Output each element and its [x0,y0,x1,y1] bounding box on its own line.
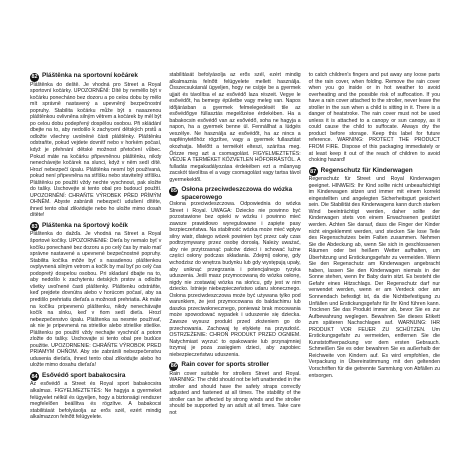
section-body: Rain cover suitable for strollers Street and Royal. WARNING: The child should not be left unattended in the stroller and should have the safety straps correctly adjusted and fastened at all times. The stability of the stroller can be affected by strong winds and the stroller should be supported by an adult at all times. Take care not [169,370,301,417]
section-number-badge: 82 [31,74,38,80]
section-heading [309,167,440,177]
section-body: Pláštenka do dažďa. Je vhodná na Street a Royal športové kočíky. UPOZORNENIE: Dieťa by nemalo byť v kočíku ponechané bez dozoru a po celý čas by malo mať správne nastavené a upevnené bezpečnostné popruhy. Stabilita kočíka môže byť s nasadenou pláštenkou ovplyvnená silným vetrom a kočík by mal byť po celý čas podopretý dospelou osobou. Pri skladaní dbajte na to, aby nedošlo k zachyteniu detských prstov a odložte všetky uvoľnené časti pláštenky. Pláštenku odstráňte, keď prejdete dovnútra alebo v horúcom počasí, aby sa predišlo prehriatiu dieťaťa a možnosti prehriatia. Ak máte na kočíku pripevnenú pláštenku, nikdy nenechávajte kočík na slnku, keď v ňom sedí dieťa. Hrozí nebezpečenstvo úpalu. Pláštenka sa nesmie používať, ak nie je pripevnená na strieške alebo strieške stieške. Pláštenku po použití vždy nechajte vyschnúť a potom zložte do tašky. Uschovajte si tento obal pre budúce použitie. UPOZORNENIE: CHRÁŇTE VÝROBOK PRED PRIAMYM OHŇOM. Aby ste zabránili nebezpečenstvu udusenia dieťaťa, ihned tento obal zlikvidujte alebo ho uložte mimo dosahu dieťaťa! [30,231,162,369]
section-number-badge: 87 [310,168,317,175]
text-columns [30,72,440,421]
section-title: Pláštenka na športový kočík [42,221,128,229]
section-heading [30,222,161,232]
section-body: Pláštěnka do deště. Je vhodná pro Street a Royal sportovní kočárky. UPOZORNĚNÍ: Dítě by neměllo být v kočárku ponecháno bez dozoru a po celou dobu by mělo mít správně nastavený a upevněný bezpečnostní popruhy. Stabilita kočárku může být s nasazenou pláštěnkou ovlivněna silným větrem a kočárek by měl být po celou dobu podepřený dospělou osobou. Při skládání dbejte na to, aby nedošlo k zachycení dětských prstů a odložte všechny uvolněné části pláštěnky. Pláštěnku odstraňte, pokud vejdete dovnitř nebo v horkém počasí, když je přehnání dětské možnost přetočení vůbec. Pokud máte na kočárku připevněnou pláštěnku, nikdy nenechávejte kočárek na slunci, když v něm sedí dítě. Hrozí nebezpečí úpalu. Pláštěnka nesmí být používaná, pokud není připevněna na stříšku nebo stavitelný stříšku. Pláštěnku po použití vždy nechte vyschnout, pak složte do tašky. Uschovejte si tento obal pro budoucí použití. UPOZORNĚNÍ: CHRAŇTE VÝROBEK PŘED PŘÍMÝM OHNĚM. Abyste zabránili nebezpečí udušení dítěte, ihned tento obal zlikvidujte nebo ho uložte mimo dosah dítěte! [30,81,162,219]
column-2 [169,72,301,417]
section-title: Rain cover for sports stroller [181,361,270,369]
section-heading [30,372,161,382]
section-body: Az esővédő a Street és Royal sport babakocsira alkalmas. FIGYELMEZTETÉS: Ne hagyja a gyermeket felügyelet nélkül és ügyeljen, hogy a biztonsági rendszer megfelelően beállítva és rögzítve. A babakocsi stabilitását befolyásolja az erős szél, ezért mindig alkalmazzon felnőtt felügyelete. [30,381,162,421]
section-title: Regenschutz für Kinderwagen [320,166,413,174]
section-number-badge: 85 [170,188,177,195]
section-title: Osłona przeciwdeszczowa do wózka spacerowego [181,186,293,201]
section-body-continued: to catch children's fingers and put away any loose parts of the rain cover, when folding. Remove the rain cover when you go inside or in hot weather to avoid overheating and the possible risk of suffocation. If you have a rain cover attached to the stroller, never leave the stroller in the sun when a child is sitting in it. There is a danger of heatstroke. The rain cover must not be used unless it is attached to a canopy or sun canopy, as it could cause the child to suffocate. Always dry the product before storage. Keep this label for future reference. WARNING: PROTECT THE PRODUCT FROM FIRE. Dispose of this packaging immediately or at least keep it out of the reach of children to avoid choking hazard! [308,72,440,164]
section-body: Regenschutz für Street und Royal Kinderwagen geeignet. HINWEIS: Ihr Kind sollte nicht unbeaufsichtigt im Kinderwagen sitzen und immer mit einem korrekt eingestellten und angelegten Sicherheitsgurt gesichert sein. Die Stabilität des Kinderwagens kann durch starken Wind beeinträchtigt werden, daher sollte der Kinderwagen stets von einem Erwachsenen gestützt werden. Achten Sie darauf, dass die Finger der Kinder nicht eingeklemmt werden, und stecken Sie lose Teile des Regenschutzes beim Falten zusammen. Nehmen Sie die Abdeckung ab, wenn Sie sich in geschlossenen Räumen oder bei heißem Wetter aufhalten, um Überhitzung und Erstickungsgefahr zu vermeiden. Wenn Sie den Regenschutz am Kinderwagen angebracht haben, lassen Sie den Kinderwagen niemals in der Sonne stehen, wenn Ihr Baby darin sitzt. Es besteht die Gefahr eines Hitzschlags. Der Regenschutz darf nur verwendet werden, wenn er am Verdeck oder am Sonnendach befestigt ist, da die Nichtbefestigung zu Unfällen und Erstickungsgefahr für Ihr Kind führen kann. Trocknen Sie das Produkt immer ab, bevor Sie es zur Aufbewahrung weglegen. Bewahren Sie dieses Etikett zum späteren Nachschlagen auf. WARNUNG: IHR PRODUKT VOR FEUER ZU SCHÜTZEN. Um Erstickungsgefahr zu vermeiden, entfernen Sie die Kunststoffverpackung vor dem ersten Gebrauch. Schmeißen Sie es oder bewahren Sie es außerhalb der Reichweite von Kindern auf. Es wird empfohlen, die Verpackung in Übereinstimmung mit den geltenden Vorschriften für die getrennte Sammlung von Abfällen zu entsorgen. [308,176,440,379]
section-heading [169,186,300,201]
section-heading [169,361,300,371]
section-number-badge: 84 [31,373,38,380]
section-title: Pláštěnka na sportovní kočárek [42,72,138,79]
section-body: Osłona przeciwdeszczowa. Odpowiednia do wózka Street i Royal. UWAGA: Dziecko nie powinno być pozostawione bez opieki w wózku i powinno mieć zawsze prawidłowo wyregulowane i zapięte pasy bezpieczeństwa. Na stabilność wózka może mieć wpływ silny wiatr, dlatego wózek powinien być przez cały czas podtrzymywany przez osobę dorosłą. Należy uważać, aby nie przytrzasnąć palców dzieci i schować luźne części osłony podczas składania. Zdejmij osłonę, gdy wchodzisz do wnętrza budynku lub gdy występują upały, aby uniknąć przegrzania i potencjalnego ryzyka uduszenia. Jeśli masz przymocowaną do wózka osłonę, nigdy nie zostawiaj wózka na słońcu, gdy jest w nim dziecko. Istnieje niebezpieczeństwo udaru słonecznego. Osłona przeciwdeszczowa może być używana tylko pod warunkiem, że jest przymocowana do baldachimu lub daszka przeciwsłonecznego, ponieważ brak mocowania może spowodować wypadek i uduszenie się dziecka. Zawsze wysusz produkt przed złożeniem go do przechowania. Zachowaj tę etykietę na przyszłość. OSTRZEŻENIE: CHROŃ PRODUKT PRZED OGNIEM. Natychmiast wyrzuć to opakowanie lub przynajmniej trzymaj je poza zasięgiem dzieci, aby zapobiec niebezpieczeństwu uduszenia. [169,201,301,358]
column-1 [30,72,162,421]
section-number-badge: 86 [170,363,177,370]
section-number-badge: 83 [31,223,38,230]
column-3 [309,72,440,402]
section-heading [30,72,161,82]
section-body-continued: stabilitását befolyásolja az erős szél, ezért mindig alkalmaznia felnőtt felügyelete mellett használja. Összecsukásnál ügyeljen, hogy ne csípje be a gyermek ujjait és távolítsa el az esővédő laza részeit. Vegye le esővédőt, ha bemegy épületbe vagy meleg van. Napos időjárásban a gyermek felmelegedését tile az esővédőgye füllasztás megelőzése érdekében. Ha a babakocsin esővédő van az esővédő, soha ne hagyja a napon, ha a gyermek benne ül. Fennállhat a lúdgés veszélye. Ne használja az esővédőt, ha az nincs a napfénytetőhöz rögzítve, vagy a gyermek fullasztást okozhatja. Mielőtt a termékét elteszi, szárítsa meg. Őrizze meg azt a csomagolást. FIGYELMEZTETÉS: VÉDJE A TERMÉKET KÖZVETLEN HŐFORRÁSTÓL. A fulladás megakadályozása érdekében ezt a műanyag zacskót távolítsa el a vagy csomagolást vagy tartsa távol gyermekektől. [169,72,301,183]
section-title: Esővédő sport babakocsira [42,371,126,379]
